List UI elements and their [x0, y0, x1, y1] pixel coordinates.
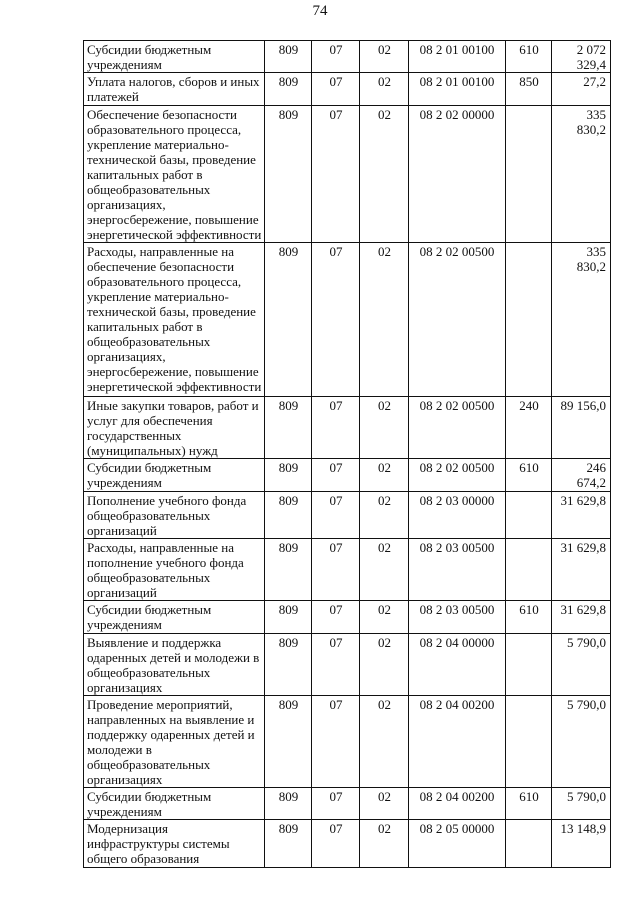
row-section-code: 07 — [312, 820, 360, 868]
row-subsection-code: 02 — [360, 397, 409, 459]
row-expense-type — [506, 539, 552, 601]
row-amount: 31 629,8 — [552, 601, 611, 634]
row-name: Модернизация инфраструктуры системы общего образования — [84, 820, 265, 868]
row-amount: 5 790,0 — [552, 696, 611, 788]
row-ved-code: 809 — [265, 539, 312, 601]
row-ved-code: 809 — [265, 492, 312, 539]
row-expense-type — [506, 106, 552, 243]
row-name: Пополнение учебного фонда общеобразовательных организаций — [84, 492, 265, 539]
row-target-article: 08 2 04 00200 — [409, 788, 506, 820]
table-row — [84, 601, 611, 634]
row-expense-type — [506, 492, 552, 539]
table-row — [84, 492, 611, 539]
table-row — [84, 41, 611, 73]
row-name: Проведение мероприятий, направленных на выявление и поддержку одаренных детей и молодежи в общеобразовательных организациях — [84, 696, 265, 788]
row-subsection-code: 02 — [360, 788, 409, 820]
row-subsection-code: 02 — [360, 73, 409, 106]
row-target-article: 08 2 01 00100 — [409, 73, 506, 106]
row-ved-code: 809 — [265, 696, 312, 788]
table-row — [84, 634, 611, 696]
row-target-article: 08 2 04 00000 — [409, 634, 506, 696]
row-subsection-code: 02 — [360, 634, 409, 696]
row-amount: 335 830,2 — [552, 243, 611, 397]
row-name: Расходы, направленные на обеспечение безопасности образовательного процесса, укрепление материально-технической базы, проведение капитальных работ в общеобразовательных организациях, энергосбережение, повышение энергетической эффективности — [84, 243, 265, 397]
row-subsection-code: 02 — [360, 243, 409, 397]
table-row — [84, 106, 611, 243]
row-name: Расходы, направленные на пополнение учебного фонда общеобразовательных организаций — [84, 539, 265, 601]
row-section-code: 07 — [312, 41, 360, 73]
row-expense-type: 610 — [506, 788, 552, 820]
row-target-article: 08 2 05 00000 — [409, 820, 506, 868]
row-section-code: 07 — [312, 634, 360, 696]
row-ved-code: 809 — [265, 788, 312, 820]
row-ved-code: 809 — [265, 397, 312, 459]
row-subsection-code: 02 — [360, 106, 409, 243]
row-subsection-code: 02 — [360, 820, 409, 868]
row-ved-code: 809 — [265, 73, 312, 106]
row-target-article: 08 2 03 00500 — [409, 539, 506, 601]
row-amount: 27,2 — [552, 73, 611, 106]
row-section-code: 07 — [312, 539, 360, 601]
row-name: Субсидии бюджетным учреждениям — [84, 601, 265, 634]
table-row — [84, 73, 611, 106]
row-expense-type: 610 — [506, 459, 552, 492]
row-amount: 335 830,2 — [552, 106, 611, 243]
row-section-code: 07 — [312, 601, 360, 634]
row-ved-code: 809 — [265, 820, 312, 868]
row-name: Субсидии бюджетным учреждениям — [84, 788, 265, 820]
row-ved-code: 809 — [265, 459, 312, 492]
row-amount: 31 629,8 — [552, 539, 611, 601]
row-subsection-code: 02 — [360, 41, 409, 73]
row-ved-code: 809 — [265, 41, 312, 73]
row-section-code: 07 — [312, 696, 360, 788]
row-subsection-code: 02 — [360, 601, 409, 634]
row-ved-code: 809 — [265, 106, 312, 243]
row-expense-type — [506, 820, 552, 868]
budget-table-body — [84, 41, 611, 868]
row-target-article: 08 2 02 00500 — [409, 243, 506, 397]
page-number: 74 — [312, 3, 328, 19]
row-subsection-code: 02 — [360, 492, 409, 539]
row-expense-type: 850 — [506, 73, 552, 106]
row-amount: 2 072 329,4 — [552, 41, 611, 73]
row-target-article: 08 2 02 00500 — [409, 459, 506, 492]
row-section-code: 07 — [312, 459, 360, 492]
row-expense-type: 610 — [506, 601, 552, 634]
row-amount: 5 790,0 — [552, 788, 611, 820]
table-row — [84, 696, 611, 788]
row-target-article: 08 2 04 00200 — [409, 696, 506, 788]
row-section-code: 07 — [312, 788, 360, 820]
row-expense-type: 610 — [506, 41, 552, 73]
row-section-code: 07 — [312, 243, 360, 397]
row-target-article: 08 2 02 00500 — [409, 397, 506, 459]
row-amount: 246 674,2 — [552, 459, 611, 492]
row-target-article: 08 2 03 00000 — [409, 492, 506, 539]
row-section-code: 07 — [312, 492, 360, 539]
row-section-code: 07 — [312, 397, 360, 459]
table-row — [84, 820, 611, 868]
row-ved-code: 809 — [265, 634, 312, 696]
row-name: Субсидии бюджетным учреждениям — [84, 41, 265, 73]
row-expense-type — [506, 696, 552, 788]
row-name: Иные закупки товаров, работ и услуг для обеспечения государственных (муниципальных) нужд — [84, 397, 265, 459]
budget-table — [83, 40, 611, 868]
row-amount: 5 790,0 — [552, 634, 611, 696]
row-section-code: 07 — [312, 73, 360, 106]
row-amount: 31 629,8 — [552, 492, 611, 539]
row-ved-code: 809 — [265, 601, 312, 634]
table-row — [84, 539, 611, 601]
table-row — [84, 243, 611, 397]
row-subsection-code: 02 — [360, 696, 409, 788]
row-name: Уплата налогов, сборов и иных платежей — [84, 73, 265, 106]
row-subsection-code: 02 — [360, 459, 409, 492]
row-name: Субсидии бюджетным учреждениям — [84, 459, 265, 492]
row-expense-type: 240 — [506, 397, 552, 459]
row-name: Обеспечение безопасности образовательного процесса, укрепление материально-технической базы, проведение капитальных работ в общеобразовательных организациях, энергосбережение, повышение энергетической эффективности — [84, 106, 265, 243]
table-row — [84, 459, 611, 492]
row-target-article: 08 2 01 00100 — [409, 41, 506, 73]
row-expense-type — [506, 634, 552, 696]
row-amount: 89 156,0 — [552, 397, 611, 459]
row-amount: 13 148,9 — [552, 820, 611, 868]
row-name: Выявление и поддержка одаренных детей и молодежи в общеобразовательных организациях — [84, 634, 265, 696]
row-target-article: 08 2 02 00000 — [409, 106, 506, 243]
row-section-code: 07 — [312, 106, 360, 243]
table-row — [84, 397, 611, 459]
row-target-article: 08 2 03 00500 — [409, 601, 506, 634]
row-ved-code: 809 — [265, 243, 312, 397]
row-expense-type — [506, 243, 552, 397]
row-subsection-code: 02 — [360, 539, 409, 601]
table-row — [84, 788, 611, 820]
